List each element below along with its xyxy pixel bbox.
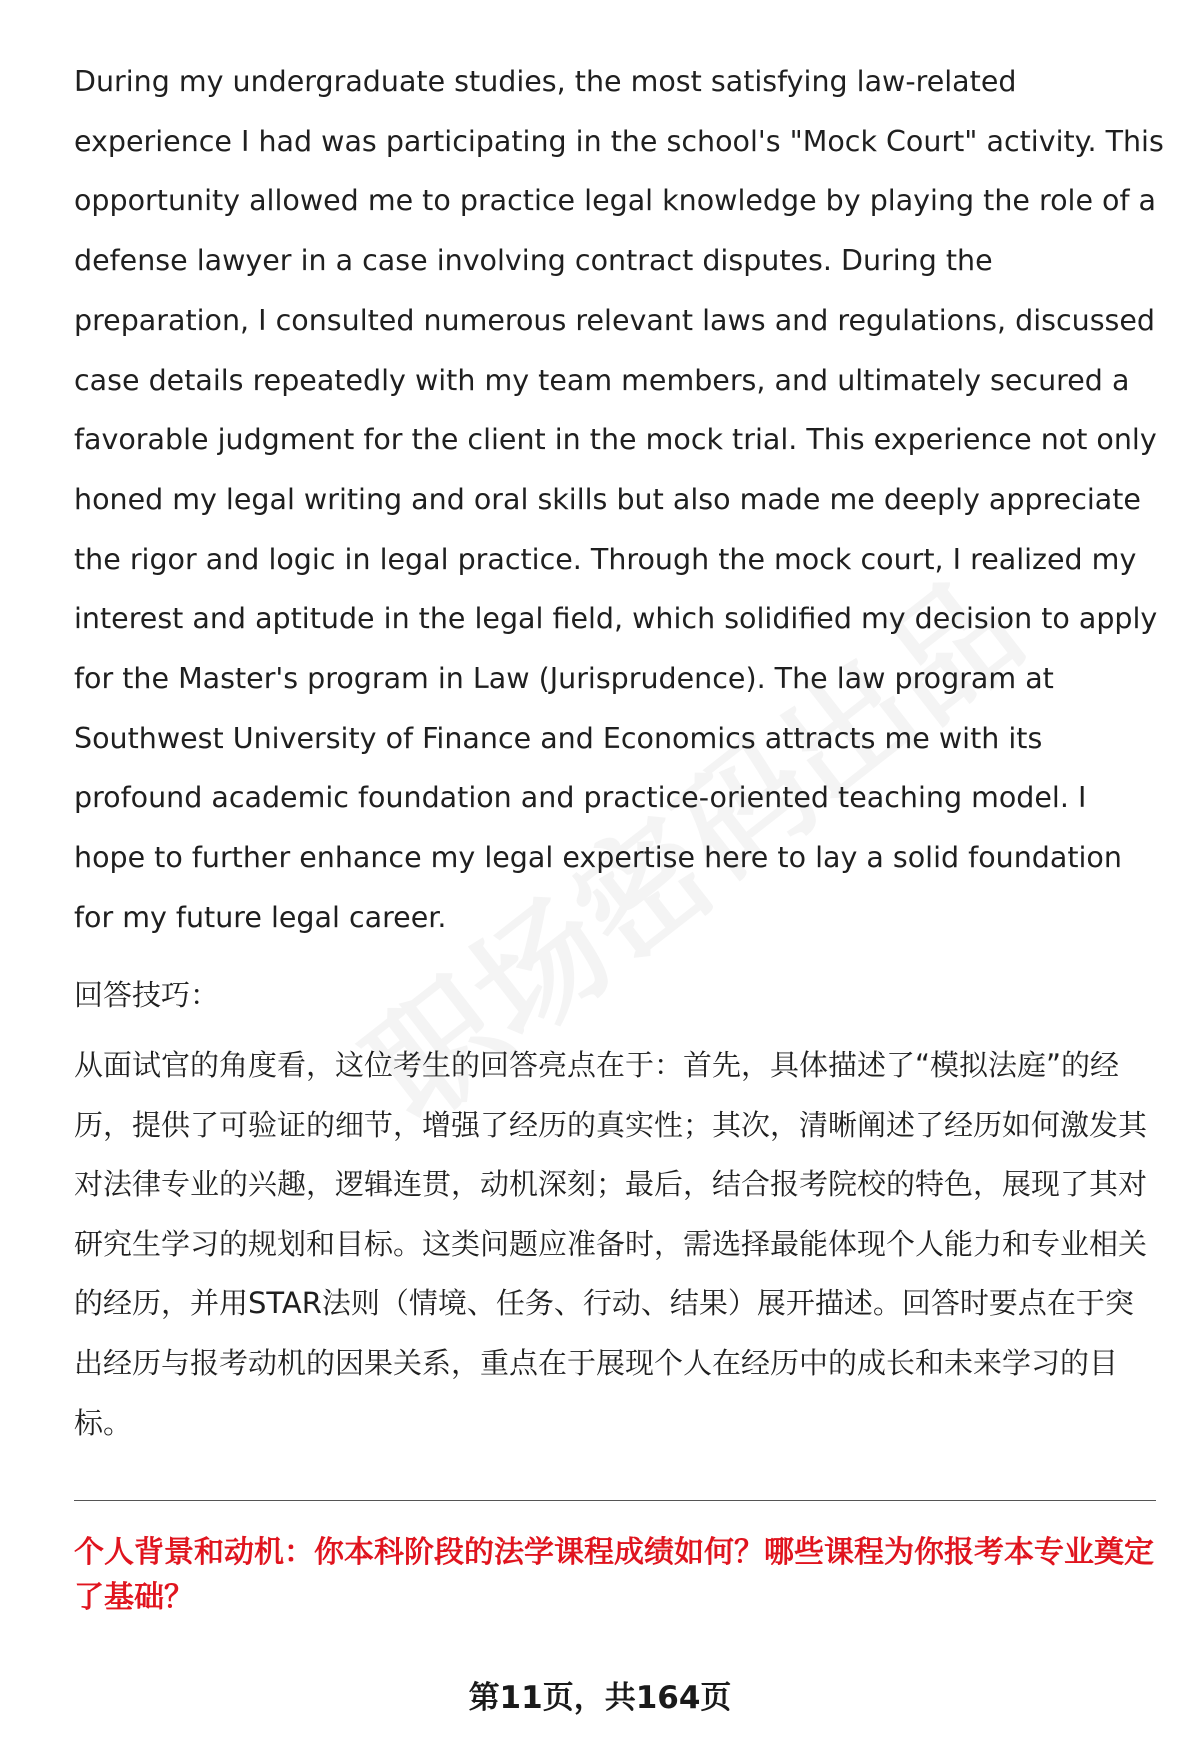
section-divider [74, 1500, 1156, 1501]
page-number: 第11页，共164页 [468, 1680, 732, 1716]
next-question-heading: 个人背景和动机：你本科阶段的法学课程成绩如何？哪些课程为你报考本专业奠定了基础？ [74, 1535, 1154, 1615]
tips-heading: 回答技巧： [74, 978, 220, 1012]
answer-paragraph: During my undergraduate studies, the most satisfying law-related experience I had was participating in the school's "Mock Court" activity. This opportunity allowed me to practice legal knowledge by playing the role of a defense lawyer in a case involving contract disputes. During the preparation, I consulted numerous relevant laws and regulations, discussed case details repeatedly with my team members, and ultimately secured a favorable judgment for the client in the mock trial. This experience not only honed my legal writing and oral skills but also made me deeply appreciate the rigor and logic in legal practice. Through the mock court, I realized my interest and aptitude in the legal field, which solidified my decision to apply for the Master's program in Law (Jurisprudence). The law program at Southwest University of Finance and Economics attracts me with its profound academic foundation and practice-oriented teaching model. I hope to further enhance my legal expertise here to lay a solid foundation for my future legal career. [74, 65, 1164, 934]
tips-paragraph: 从面试官的角度看，这位考生的回答亮点在于：首先，具体描述了“模拟法庭”的经历，提供了可验证的细节，增强了经历的真实性；其次，清晰阐述了经历如何激发其对法律专业的兴趣，逻辑连贯，动机深刻；最后，结合报考院校的特色，展现了其对研究生学习的规划和目标。这类问题应准备时，需选择最能体现个人能力和专业相关的经历，并用STAR法则（情境、任务、行动、结果）展开描述。回答时要点在于突出经历与报考动机的因果关系，重点在于展现个人在经历中的成长和未来学习的目标。 [74, 1048, 1148, 1440]
